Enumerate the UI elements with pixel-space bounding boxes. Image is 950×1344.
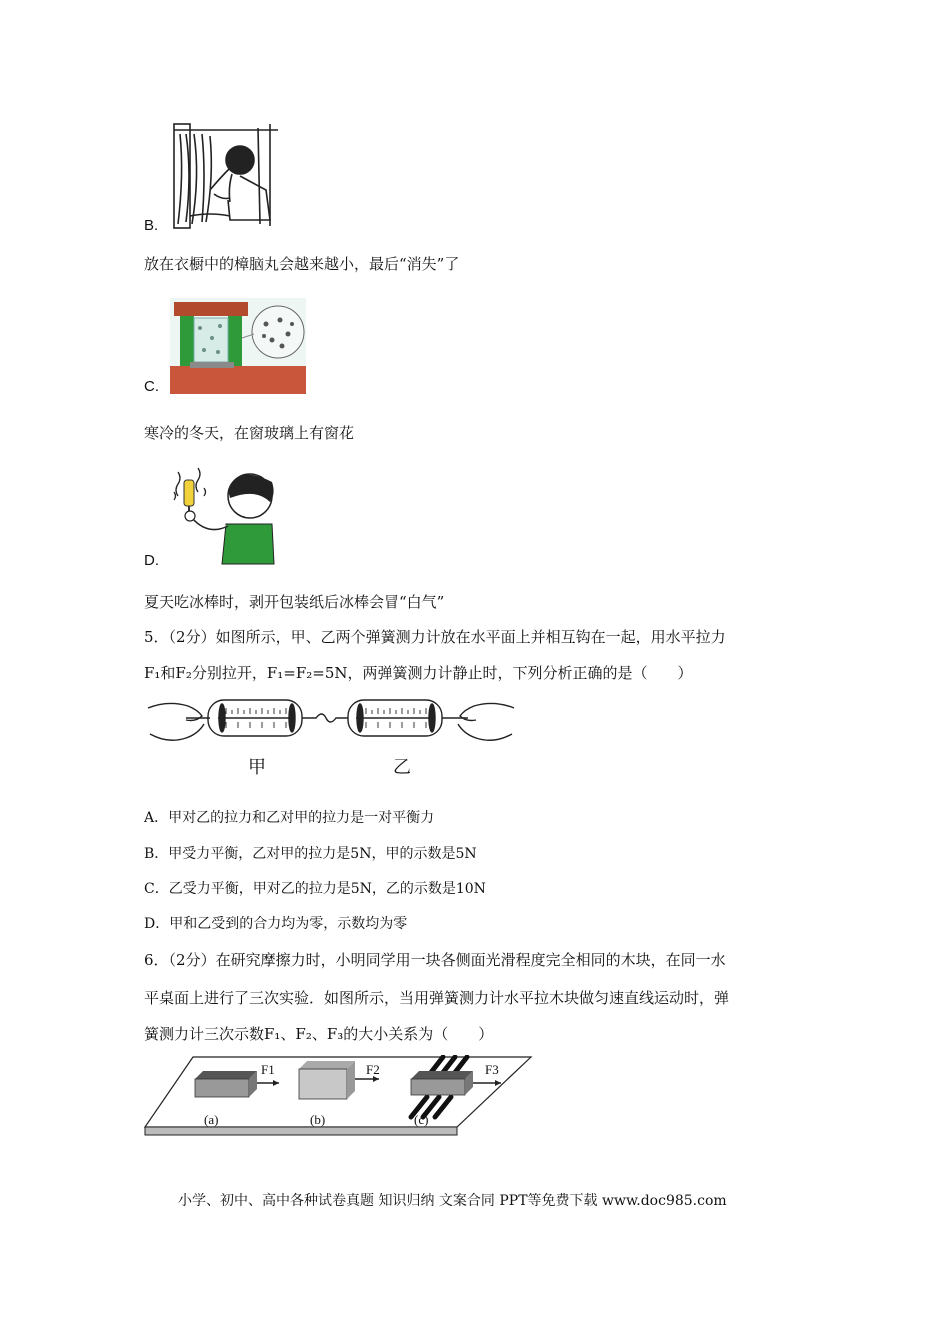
q5-option-a: A．甲对乙的拉力和乙对甲的拉力是一对平衡力 [144, 810, 435, 826]
fig-label-a: (a) [204, 1112, 219, 1127]
friction-experiment-diagram [143, 1055, 535, 1139]
wardrobe-illustration [170, 120, 282, 232]
fig-label-b: (b) [310, 1112, 326, 1127]
force-label-f3: F3 [485, 1062, 499, 1077]
q6-stem-line1: 6．（2分）在研究摩擦力时，小明同学用一块各侧面光滑程度完全相同的木块，在同一水 [144, 951, 726, 969]
option-d-caption: 夏天吃冰棒时，剥开包装纸后冰棒会冒“白气” [144, 593, 445, 611]
page-footer: 小学、初中、高中各种试卷真题 知识归纳 文案合同 PPT等免费下载 www.doc985.com [178, 1193, 727, 1209]
q5-option-b: B．甲受力平衡，乙对甲的拉力是5N，甲的示数是5N [144, 846, 477, 862]
q5-stem-line1: 5．（2分）如图所示，甲、乙两个弹簧测力计放在水平面上并相互钩在一起，用水平拉力 [144, 628, 726, 646]
option-b-caption: 放在衣橱中的樟脑丸会越来越小，最后“消失”了 [144, 255, 460, 273]
spring-scales-diagram [146, 690, 516, 750]
fig-label-c: (c) [414, 1112, 429, 1127]
label-jia: 甲 [248, 757, 266, 778]
q6-stem-line2: 平桌面上进行了三次实验．如图所示，当用弹簧测力计水平拉木块做匀速直线运动时，弹 [144, 989, 730, 1007]
option-c-caption: 寒冷的冬天，在窗玻璃上有窗花 [144, 424, 355, 442]
popsicle-boy-illustration [170, 462, 276, 566]
q5-option-c: C．乙受力平衡，甲对乙的拉力是5N，乙的示数是10N [144, 881, 486, 897]
label-yi: 乙 [393, 757, 411, 778]
force-label-f1: F1 [261, 1062, 275, 1077]
window-frost-illustration [170, 298, 306, 394]
option-c-label: C. [144, 378, 159, 395]
force-label-f2: F2 [366, 1062, 380, 1077]
q6-stem-line3: 簧测力计三次示数F₁、F₂、F₃的大小关系为（ ） [144, 1025, 494, 1043]
q5-stem-line2: F₁和F₂分别拉开，F₁=F₂=5N，两弹簧测力计静止时，下列分析正确的是（ ） [144, 664, 693, 682]
option-d-label: D. [144, 552, 159, 569]
option-b-label: B. [144, 217, 159, 234]
q5-option-d: D．甲和乙受到的合力均为零，示数均为零 [144, 916, 408, 932]
